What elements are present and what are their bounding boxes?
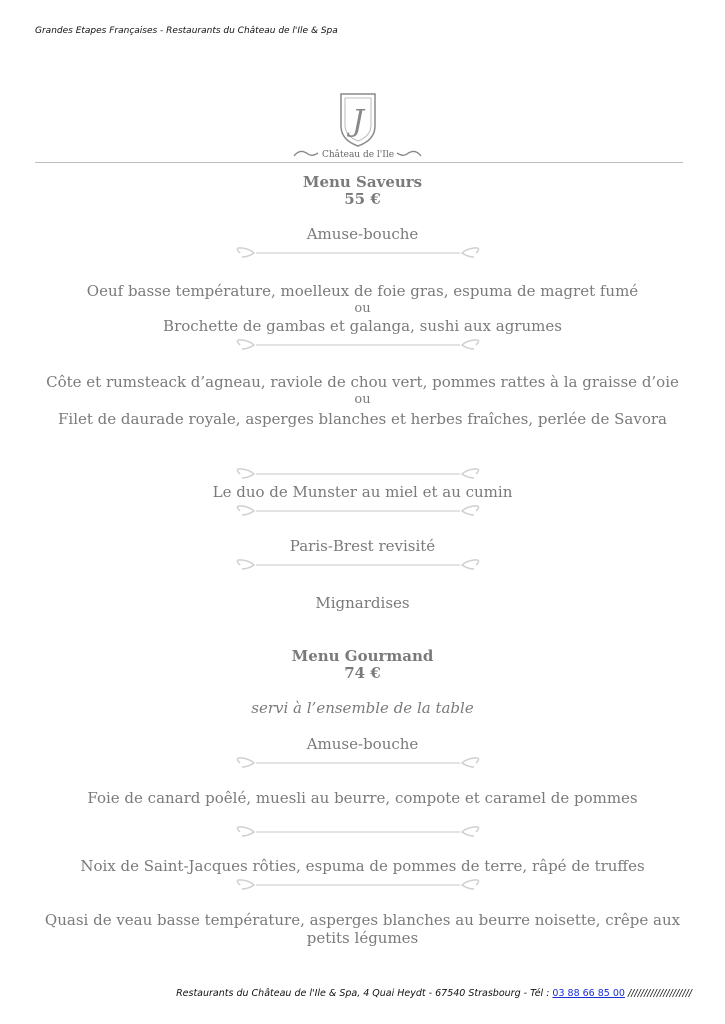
ornament-divider — [232, 245, 484, 261]
menu-saveurs-starter-a: Oeuf basse température, moelleux de foie gras, espuma de magret fumé — [86, 282, 639, 300]
logo-name: Château de l'Ile — [321, 150, 395, 160]
menu-gourmand-dish-2: Noix de Saint-Jacques rôties, espuma de pommes de terre, râpé de truffes — [80, 857, 645, 875]
menu-saveurs-title: Menu Saveurs — [302, 173, 423, 191]
menu-gourmand-dish-3-line-1: Quasi de veau basse température, asperges blanches au beurre noisette, crêpe aux — [44, 911, 681, 929]
ornament-divider — [232, 466, 484, 482]
ornament-divider — [232, 557, 484, 573]
menu-saveurs-dessert: Paris-Brest revisité — [289, 537, 436, 555]
menu-saveurs-amuse: Amuse-bouche — [306, 225, 419, 243]
menu-saveurs-mignardises: Mignardises — [315, 594, 410, 612]
chateau-logo — [290, 90, 425, 162]
menu-gourmand-price: 74 € — [344, 664, 381, 682]
logo-letter: J — [351, 104, 365, 139]
menu-saveurs-starter-b: Brochette de gambas et galanga, sushi aux agrumes — [163, 317, 562, 335]
footer-phone-link[interactable]: 03 88 66 85 00 — [552, 988, 625, 999]
ornament-divider — [232, 824, 484, 840]
menu-saveurs-cheese: Le duo de Munster au miel et au cumin — [212, 483, 513, 501]
footer-trail: //////////////////// — [624, 988, 692, 999]
menu-saveurs-or: ou — [354, 392, 371, 407]
ornament-divider — [232, 877, 484, 893]
menu-gourmand-amuse: Amuse-bouche — [306, 735, 419, 753]
footer-address: Restaurants du Château de l'Ile & Spa, 4 Quai Heydt - 67540 Strasbourg - Tél : — [176, 988, 553, 999]
header-divider — [35, 162, 683, 163]
menu-gourmand-dish-3-line-2: petits légumes — [306, 929, 419, 947]
menu-gourmand-title: Menu Gourmand — [291, 647, 434, 665]
page-header: Grandes Etapes Françaises - Restaurants du Château de l'Ile & Spa — [35, 26, 338, 36]
menu-saveurs-main-b: Filet de daurade royale, asperges blanches et herbes fraîches, perlée de Savora — [58, 410, 667, 428]
menu-gourmand-note: servi à l’ensemble de la table — [251, 699, 474, 717]
menu-saveurs-or: ou — [354, 301, 371, 316]
menu-saveurs-price: 55 € — [344, 190, 381, 208]
menu-gourmand-dish-1: Foie de canard poêlé, muesli au beurre, compote et caramel de pommes — [87, 789, 638, 807]
menu-saveurs-main-a: Côte et rumsteack d’agneau, raviole de chou vert, pommes rattes à la graisse d’oie — [46, 373, 679, 391]
ornament-divider — [232, 755, 484, 771]
ornament-divider — [232, 503, 484, 519]
page-footer — [176, 988, 692, 999]
ornament-divider — [232, 337, 484, 353]
